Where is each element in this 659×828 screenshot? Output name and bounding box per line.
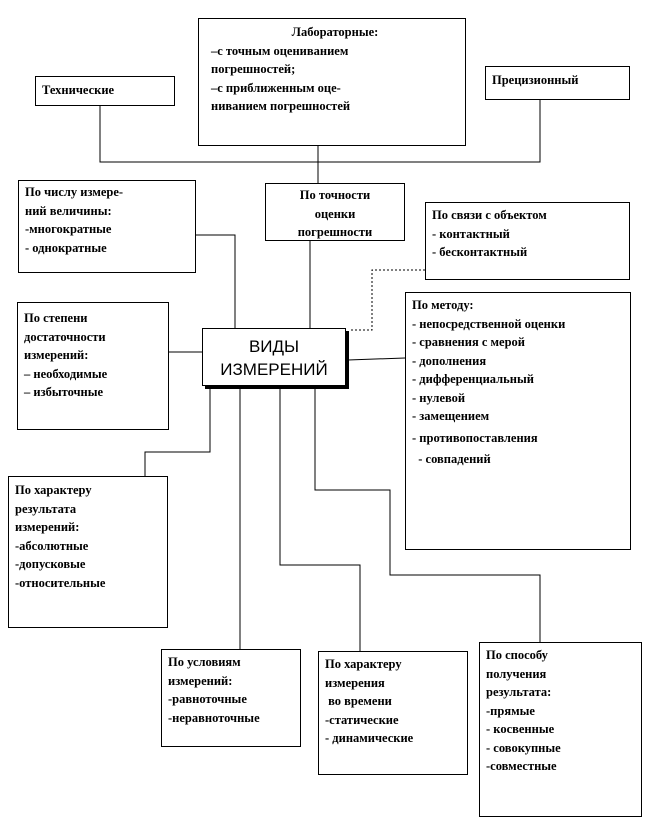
result-type-line: -абсолютные — [15, 538, 89, 553]
conditions-line: По условиям — [168, 655, 241, 669]
laboratory-line: –с приближенным оце- — [211, 80, 341, 95]
method-line: - сравнения с мерой — [412, 335, 525, 349]
time-line: - динамические — [325, 731, 414, 745]
box-conditions — [161, 649, 301, 747]
box-center — [202, 328, 346, 386]
obtaining-line: По способу — [486, 648, 548, 662]
method-line: - непосредственной оценки — [412, 316, 566, 331]
connector-count — [195, 235, 235, 328]
count-line: По числу измере- — [25, 185, 124, 199]
method-line: - замещением — [412, 409, 490, 423]
obtaining-line: результата: — [486, 685, 552, 699]
connector-time — [280, 388, 360, 652]
box-precision — [485, 66, 630, 100]
accuracy-line: оценки — [314, 206, 356, 221]
method-line: - нулевой — [412, 390, 466, 405]
count-line: -многократные — [25, 222, 112, 236]
result-type-line: По характеру — [15, 483, 92, 497]
box-result-type — [8, 476, 168, 628]
obtaining-line: - совокупные — [486, 740, 561, 755]
result-type-line: измерений: — [15, 520, 80, 534]
method-line: - дополнения — [412, 353, 487, 368]
conditions-line: измерений: — [168, 673, 233, 688]
laboratory-line: –с точным оцениванием — [211, 43, 349, 58]
box-obtaining — [479, 642, 642, 817]
obtaining-line: -совместные — [486, 759, 557, 773]
sufficiency-line: – избыточные — [24, 385, 104, 399]
result-type-line: результата — [15, 501, 77, 516]
box-time — [318, 651, 468, 775]
sufficiency-line: достаточности — [24, 329, 106, 344]
laboratory-line: ниванием погрешностей — [211, 99, 351, 113]
obtaining-line: - косвенные — [486, 722, 555, 736]
obtaining-line: -прямые — [486, 703, 535, 718]
contact-line: - контактный — [432, 226, 510, 241]
accuracy-line: По точности — [299, 188, 371, 202]
count-line: ний величины: — [25, 203, 112, 218]
box-count — [18, 180, 196, 273]
box-laboratory — [198, 18, 466, 146]
sufficiency-line: – необходимые — [24, 366, 108, 381]
time-line: измерения — [325, 675, 385, 690]
contact-line: - бесконтактный — [432, 245, 528, 259]
box-method — [405, 292, 631, 550]
result-type-line: -допусковые — [15, 557, 86, 571]
box-contact — [425, 202, 630, 280]
method-line: - дифференциальный — [412, 372, 534, 386]
obtaining-line: получения — [486, 666, 547, 681]
precision-label: Прецизионный — [492, 73, 579, 87]
sufficiency-line: измерений: — [24, 348, 89, 362]
box-sufficiency — [17, 302, 169, 430]
method-line: По методу: — [412, 298, 474, 312]
method-line: - совпадений — [412, 452, 491, 466]
center-line: ВИДЫ — [248, 337, 300, 356]
sufficiency-line: По степени — [24, 311, 88, 325]
center-line: ИЗМЕРЕНИЙ — [220, 360, 328, 379]
conditions-line: -неравноточные — [168, 710, 260, 725]
method-line: - противопоставления — [412, 430, 538, 445]
technical-label: Технические — [42, 83, 115, 97]
box-technical — [35, 76, 175, 106]
contact-line: По связи с объектом — [432, 208, 547, 222]
laboratory-title: Лабораторные: — [291, 25, 379, 39]
time-line: во времени — [325, 694, 392, 708]
laboratory-line: погрешностей; — [211, 62, 296, 76]
connector-method — [348, 358, 405, 360]
accuracy-line: погрешности — [297, 225, 373, 239]
result-type-line: -относительные — [15, 575, 106, 590]
count-line: - однократные — [25, 240, 107, 255]
time-line: -статические — [325, 712, 399, 727]
box-accuracy — [265, 183, 405, 241]
time-line: По характеру — [325, 657, 402, 671]
conditions-line: -равноточные — [168, 692, 247, 706]
